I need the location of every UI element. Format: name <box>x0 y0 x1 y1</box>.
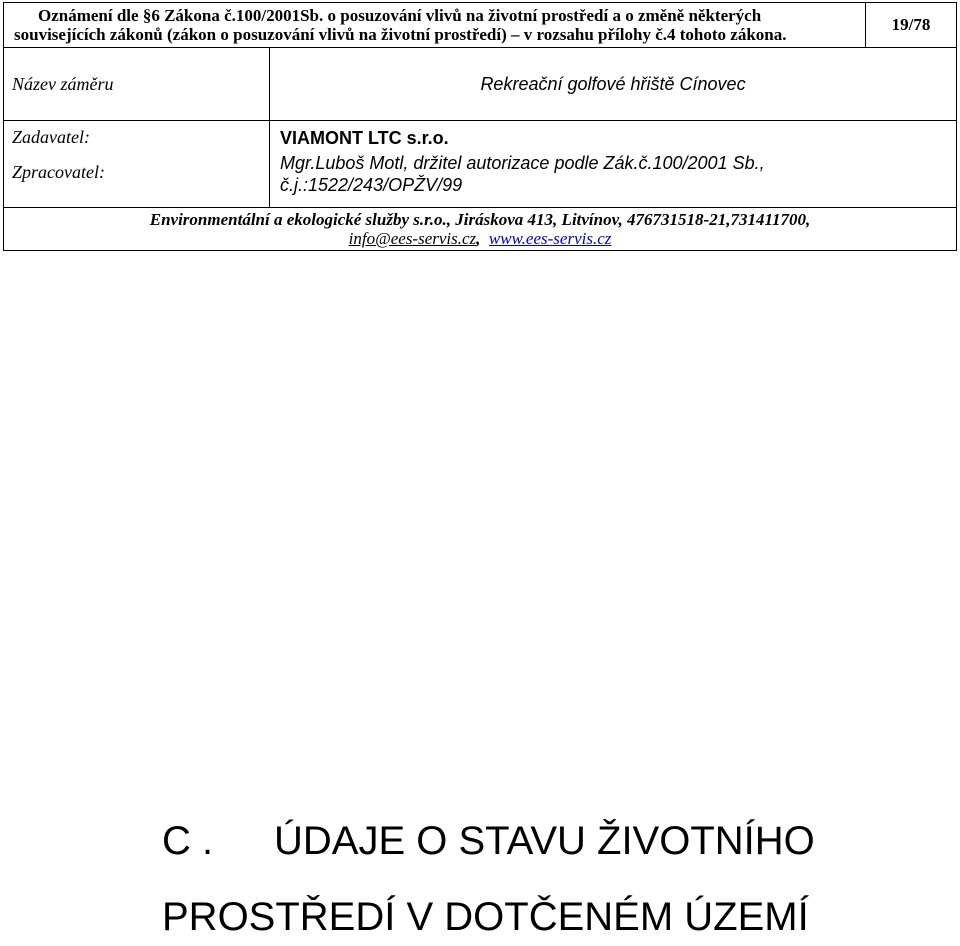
processor-name-line-1: Mgr.Luboš Motl, držitel autorizace podle Zák.č.100/2001 Sb., <box>280 153 765 173</box>
project-label: Název záměru <box>4 48 270 121</box>
section-title-line-2: PROSTŘEDÍ V DOTČENÉM ÚZEMÍ <box>162 895 809 939</box>
people-row <box>4 121 957 208</box>
notice-row <box>4 3 957 48</box>
section-heading <box>162 812 815 946</box>
section-marker: C . <box>162 819 214 863</box>
legal-notice-line-1: Oznámení dle §6 Zákona č.100/2001Sb. o posuzování vlivů na životní prostředí a o změně některých <box>38 6 762 25</box>
people-values <box>270 121 957 208</box>
processor-name <box>280 152 956 196</box>
company-web-link[interactable]: www.ees-servis.cz <box>488 229 612 248</box>
document-header <box>3 2 957 251</box>
company-email-link[interactable]: info@ees-servis.cz <box>348 229 477 248</box>
section-title-line-1: ÚDAJE O STAVU ŽIVOTNÍHO <box>274 819 815 863</box>
client-label: Zadavatel: <box>12 127 90 147</box>
company-info <box>4 208 957 251</box>
legal-notice <box>4 3 866 48</box>
company-row <box>4 208 957 251</box>
legal-notice-line-2: souvisejících zákonů (zákon o posuzování vlivů na životní prostředí) – v rozsahu přílohy č.4 tohoto zákona. <box>14 25 787 44</box>
company-contact-separator: , <box>476 229 481 248</box>
project-row <box>4 48 957 121</box>
processor-label: Zpracovatel: <box>12 162 105 182</box>
processor-authorization-number: č.j.:1522/243/OPŽV/99 <box>280 175 463 195</box>
page-number: 19/78 <box>866 3 957 48</box>
people-labels <box>4 121 270 208</box>
client-name: VIAMONT LTC s.r.o. <box>280 128 449 148</box>
company-address: Environmentální a ekologické služby s.r.o., Jiráskova 413, Litvínov, 476731518-21,731411700, <box>149 210 811 229</box>
project-name: Rekreační golfové hřiště Cínovec <box>270 48 957 121</box>
